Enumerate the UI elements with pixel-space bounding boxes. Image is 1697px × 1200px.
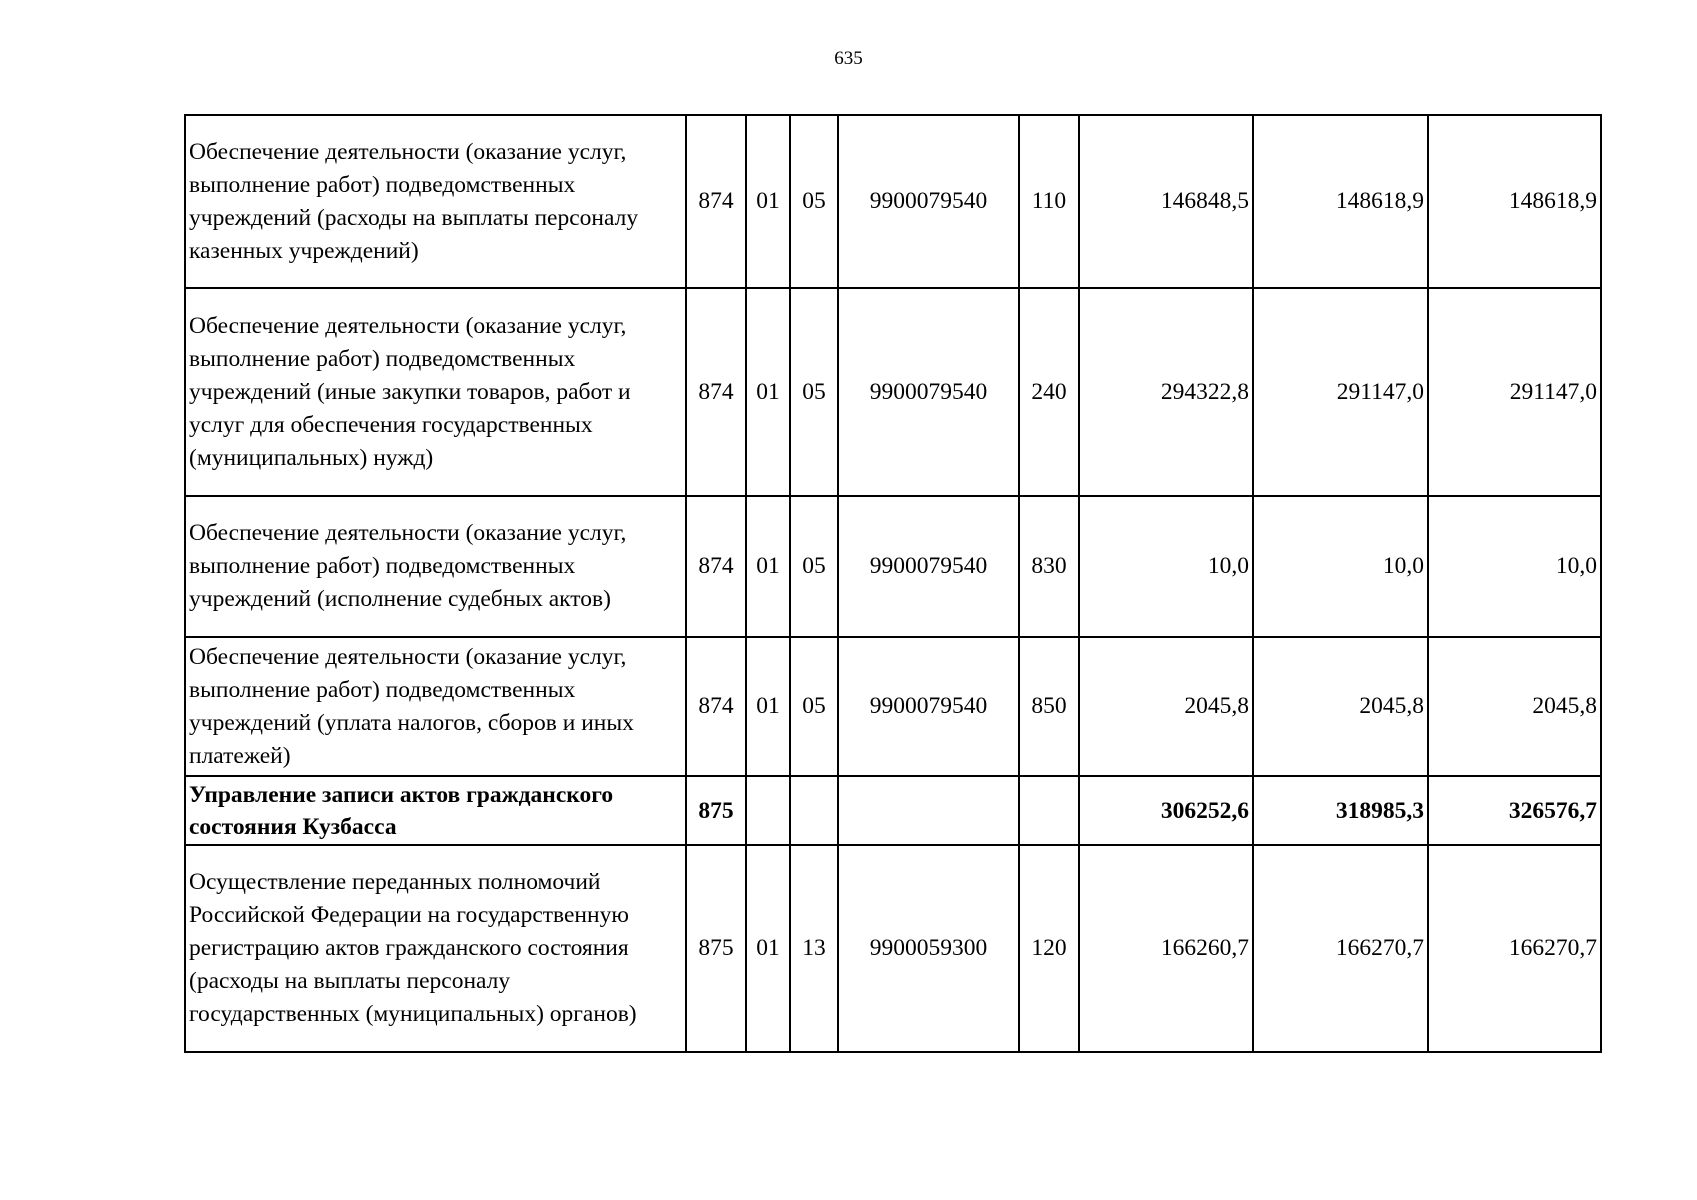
amount-year-3: 148618,9 [1428, 115, 1601, 288]
amount-year-3: 166270,7 [1428, 845, 1601, 1052]
ministry-code: 874 [686, 115, 746, 288]
target-code: 9900059300 [838, 845, 1019, 1052]
budget-table [184, 114, 1602, 1053]
table-row [185, 845, 1601, 1052]
amount-year-1: 146848,5 [1079, 115, 1253, 288]
table-row [185, 288, 1601, 496]
subsection-code: 05 [790, 496, 838, 637]
section-code: 01 [746, 845, 790, 1052]
amount-year-2: 148618,9 [1253, 115, 1428, 288]
expense-type-code: 830 [1019, 496, 1079, 637]
ministry-code: 874 [686, 496, 746, 637]
section-code [746, 776, 790, 845]
row-name: Управление записи актов гражданского состояния Кузбасса [185, 776, 686, 845]
ministry-code: 874 [686, 288, 746, 496]
section-code: 01 [746, 288, 790, 496]
subsection-code: 05 [790, 288, 838, 496]
table-row [185, 637, 1601, 776]
ministry-code: 874 [686, 637, 746, 776]
ministry-code: 875 [686, 776, 746, 845]
ministry-code: 875 [686, 845, 746, 1052]
amount-year-2: 2045,8 [1253, 637, 1428, 776]
expense-type-code: 850 [1019, 637, 1079, 776]
amount-year-1: 294322,8 [1079, 288, 1253, 496]
amount-year-3: 291147,0 [1428, 288, 1601, 496]
expense-type-code: 110 [1019, 115, 1079, 288]
expense-type-code: 120 [1019, 845, 1079, 1052]
amount-year-2: 10,0 [1253, 496, 1428, 637]
subsection-code: 05 [790, 637, 838, 776]
target-code: 9900079540 [838, 637, 1019, 776]
amount-year-1: 10,0 [1079, 496, 1253, 637]
page-number: 635 [834, 48, 863, 69]
row-name: Обеспечение деятельности (оказание услуг, выполнение работ) подведомственных учреждений (расходы на выплаты персоналу казенных учреждений) [185, 115, 686, 288]
target-code [838, 776, 1019, 845]
amount-year-2: 166270,7 [1253, 845, 1428, 1052]
target-code: 9900079540 [838, 288, 1019, 496]
amount-year-2: 318985,3 [1253, 776, 1428, 845]
target-code: 9900079540 [838, 115, 1019, 288]
table-row [185, 115, 1601, 288]
amount-year-2: 291147,0 [1253, 288, 1428, 496]
amount-year-1: 166260,7 [1079, 845, 1253, 1052]
section-code: 01 [746, 115, 790, 288]
table-row [185, 776, 1601, 845]
amount-year-1: 2045,8 [1079, 637, 1253, 776]
amount-year-1: 306252,6 [1079, 776, 1253, 845]
target-code: 9900079540 [838, 496, 1019, 637]
table-row [185, 496, 1601, 637]
amount-year-3: 2045,8 [1428, 637, 1601, 776]
subsection-code: 05 [790, 115, 838, 288]
subsection-code: 13 [790, 845, 838, 1052]
section-code: 01 [746, 496, 790, 637]
section-code: 01 [746, 637, 790, 776]
row-name: Осуществление переданных полномочий Российской Федерации на государственную регистрацию актов гражданского состояния (расходы на выплаты персоналу государственных (муниципальных) органов) [185, 845, 686, 1052]
expense-type-code [1019, 776, 1079, 845]
expense-type-code: 240 [1019, 288, 1079, 496]
row-name: Обеспечение деятельности (оказание услуг, выполнение работ) подведомственных учреждений (уплата налогов, сборов и иных платежей) [185, 637, 686, 776]
amount-year-3: 10,0 [1428, 496, 1601, 637]
row-name: Обеспечение деятельности (оказание услуг, выполнение работ) подведомственных учреждений (исполнение судебных актов) [185, 496, 686, 637]
row-name: Обеспечение деятельности (оказание услуг, выполнение работ) подведомственных учреждений (иные закупки товаров, работ и услуг для обеспечения государственных (муниципальных) нужд) [185, 288, 686, 496]
subsection-code [790, 776, 838, 845]
amount-year-3: 326576,7 [1428, 776, 1601, 845]
